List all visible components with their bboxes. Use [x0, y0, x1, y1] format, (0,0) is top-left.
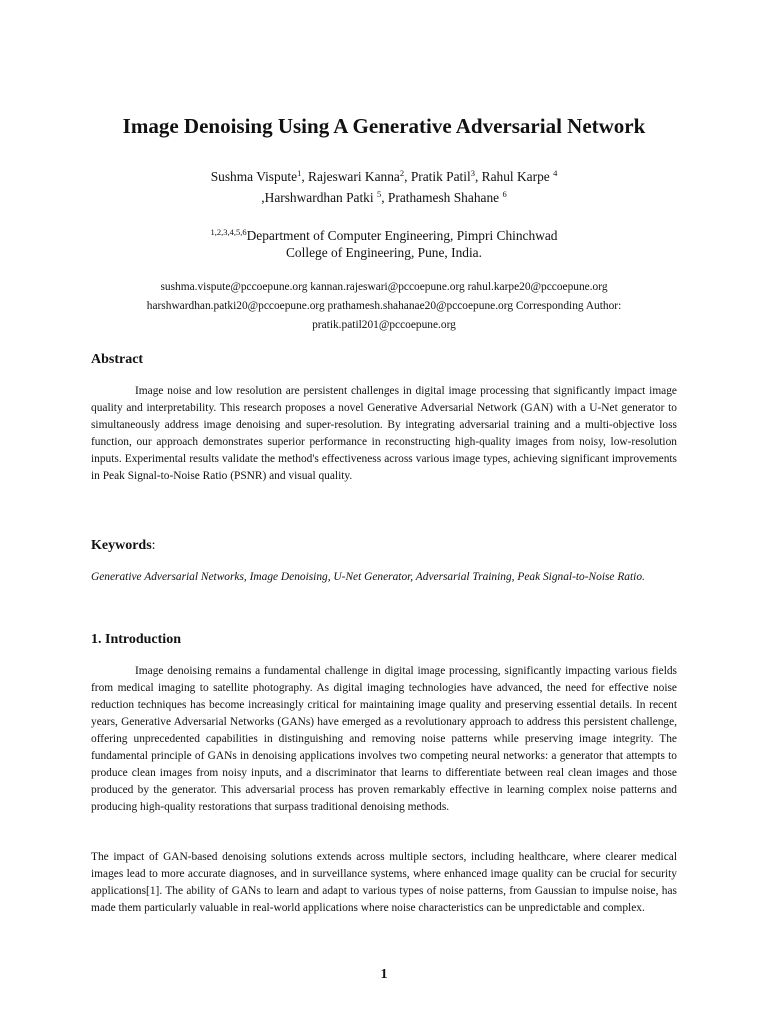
email-block — [0, 278, 768, 335]
author-name: ,Harshwardhan Patki — [261, 190, 377, 205]
author-sep: , — [474, 169, 482, 184]
author-line-1 — [0, 166, 768, 187]
author-name: Prathamesh Shahane — [387, 190, 503, 205]
author-sep: , — [404, 169, 411, 184]
keywords-text: Generative Adversarial Networks, Image Denoising, U-Net Generator, Adversarial Training, Peak Signal-to-Noise Ratio. — [91, 571, 645, 583]
page-number: 1 — [380, 967, 388, 982]
intro-paragraph-2: The impact of GAN-based denoising solutions extends across multiple sectors, including healthcare, where clearer medical images lead to more accurate diagnoses, and in surveillance systems, where enhanced image quality can be crucial for security applications[1]. The ability of GANs to learn and adapt to various types of noise patterns, from Gaussian to impulse noise, has made them particularly valuable in real-world applications where noise characteristics can be unpredictable and complex. — [91, 851, 677, 914]
keywords-colon: : — [151, 538, 156, 553]
author-line-2 — [0, 187, 768, 208]
abstract-text: Image noise and low resolution are persistent challenges in digital image processing that significantly impact image quality and interpretability. This research proposes a novel Generative Adversarial Network (GAN) with a U-Net generator to simultaneously address image denoising and super-resolution. By integrating adversarial training and a multi-objective loss function, our approach demonstrates superior performance in reconstructing high-quality images from noisy, low-resolution inputs. Experimental results validate the method's effectiveness across various image types, achieving significant improvements in Peak Signal-to-Noise Ratio (PSNR) and visual quality. — [91, 385, 677, 482]
abstract-heading: Abstract — [91, 352, 144, 367]
author-name: Rajeswari Kanna — [308, 169, 400, 184]
introduction-heading: 1. Introduction — [91, 632, 181, 647]
author-sup: 6 — [502, 189, 507, 199]
affiliation-line-2: College of Engineering, Pune, India. — [286, 245, 482, 260]
email-line-3: pratik.patil201@pccoepune.org — [312, 319, 456, 331]
author-sup: 3 — [470, 168, 475, 178]
intro-paragraph-1: Image denoising remains a fundamental challenge in digital image processing, significantly impacting various fields from medical imaging to satellite photography. As digital imaging technologies have advanced, the need for effective noise reduction techniques has become increasingly critical for maintaining image quality and preserving essential details. In recent years, Generative Adversarial Networks (GANs) have emerged as a revolutionary approach to address this persistent challenge, offering unprecedented capabilities in distinguishing and removing noise patterns while preserving image integrity. The fundamental principle of GANs in denoising applications involves two competing neural networks: a generator that attempts to produce clean images from noisy inputs, and a discriminator that learns to differentiate between real clean images and those produced by the generator. This adversarial process has proven remarkably effective in learning complex noise patterns and producing high-quality restorations that surpass traditional denoising methods. — [91, 665, 677, 813]
affiliation — [0, 227, 768, 261]
author-sup: 1 — [297, 168, 302, 178]
author-sup: 5 — [376, 189, 382, 199]
keywords-label: Keywords — [91, 538, 152, 553]
affiliation-line-1 — [0, 227, 768, 244]
author-sup: 2 — [399, 168, 405, 178]
author-name: Rahul Karpe — [481, 169, 554, 184]
keywords-heading — [91, 537, 156, 555]
email-line-1: sushma.vispute@pccoepune.org kannan.rajeswari@pccoepune.org rahul.karpe20@pccoepune.org — [160, 281, 608, 293]
affiliation-text: Department of Computer Engineering, Pimpri Chinchwad — [246, 228, 558, 243]
author-list — [0, 166, 768, 208]
author-name: Sushma Vispute — [210, 169, 298, 184]
affiliation-sup: 1,2,3,4,5,6 — [210, 227, 247, 237]
author-sep: , — [381, 190, 388, 205]
author-sep: , — [301, 169, 309, 184]
email-line-2: harshwardhan.patki20@pccoepune.org prathamesh.shahanae20@pccoepune.org Corresponding Author: — [146, 300, 622, 312]
author-sup: 4 — [553, 168, 558, 178]
author-name: Pratik Patil — [410, 169, 471, 184]
paper-title: Image Denoising Using A Generative Adversarial Network — [122, 114, 646, 138]
